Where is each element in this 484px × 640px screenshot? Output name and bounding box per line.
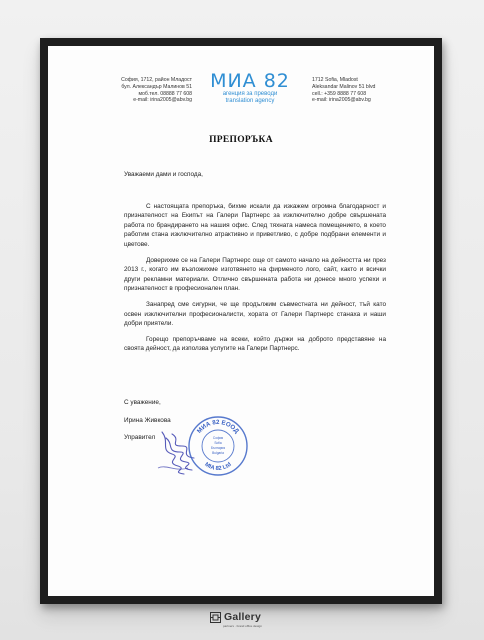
letterhead-address-en (312, 77, 422, 104)
stamp-text-bottom: MIA 82 Ltd (203, 461, 233, 473)
letterhead-address-bg (92, 77, 192, 104)
address-line: София, 1712, район Младост (121, 77, 192, 83)
stamp-center-line: София (212, 436, 224, 440)
letter-body (124, 170, 386, 360)
gallery-brand-name: Gallery (224, 611, 262, 623)
paragraph: Доверихме се на Галери Партнерс още от самото начало на дейността ни през 2013 г., когато им възложихме изготвянето на фирменото лого, сайт, както и всички други рекламни материали. Отлично свършената работа ни донесе много успехи и признателност в професионален план. (124, 256, 386, 293)
logo-subtitle-en: translation agency (225, 98, 275, 104)
stamp-text-top: МИА 82 ЕООД (195, 418, 241, 435)
address-line: 1712 Sofia, Mladost (312, 77, 358, 83)
stamp-center-line: Sofia (214, 441, 222, 445)
address-line: моб.тел. 08888 77 608 (138, 90, 192, 97)
agency-logo (200, 72, 300, 105)
gallery-brand (210, 611, 262, 628)
logo-subtitle-bg: агенция за преводи (222, 91, 278, 97)
address-line: Aleksandar Malinov 51 blvd (312, 83, 376, 90)
salutation: Уважаеми дами и господа, (124, 171, 203, 178)
paragraph: С настоящата препоръка, бихме искали да изкажем огромна благодарност и признателност на Екипът на Галери Партнерс за изключително добре свършената работа по брандирането на нашия офис. След тяхната намеса помещението, в което работим стана изключително атрактивно и приветливо, с добре подбрани елементи и цветове. (124, 202, 386, 248)
signer-role: Управител (124, 434, 156, 442)
letter-paper (48, 46, 434, 596)
signer-name: Ирина Живкова (124, 416, 171, 424)
paragraph: Занапред сме сигурни, че ще продължим съвместната ни дейност, тъй като освен изключителни професионалисти, хората от Галери Партнерс станаха и наши добри приятели. (124, 300, 386, 328)
regards: С уважение, (124, 399, 161, 406)
address-line: cell.: +359 8888 77 608 (312, 90, 367, 97)
gallery-brand-tagline: partners · brand office design (223, 624, 262, 628)
paragraph: Горещо препоръчваме на всеки, който държи на доброто представяне на своята дейност, да използва услугите на Галери Партнерс. (124, 335, 386, 353)
logo-mark: МИА 82 (210, 70, 290, 92)
address-line: e-mail: irina2005@abv.bg (133, 97, 192, 104)
company-stamp (186, 414, 250, 478)
address-line: бул. Александър Малинов 51 (121, 83, 192, 90)
picture-frame (40, 38, 442, 604)
stamp-center-line: България (210, 446, 226, 450)
letter-title: ПРЕПОРЪКА (209, 135, 273, 145)
gallery-logo-icon (210, 612, 221, 623)
address-line: e-mail: irina2005@abv.bg (312, 97, 371, 104)
stamp-center-line: Bulgaria (212, 451, 224, 455)
